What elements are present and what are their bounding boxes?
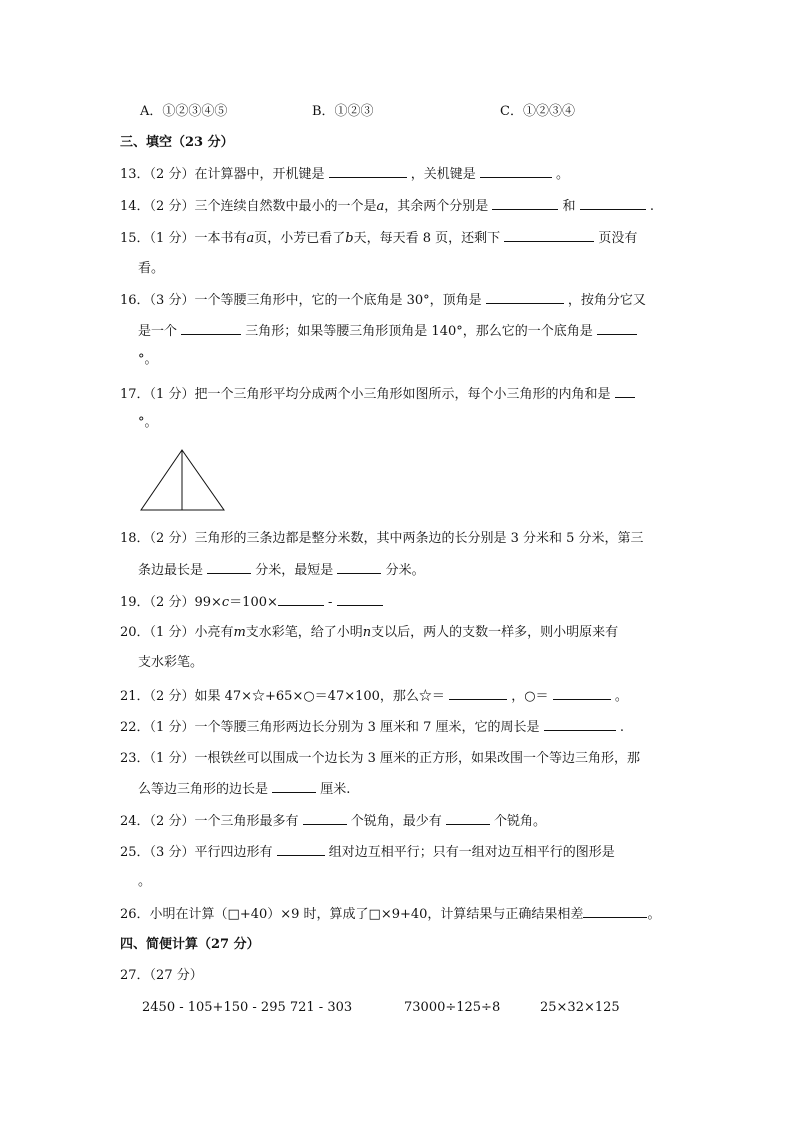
option-a: A．①②③④⑤ [140,104,228,119]
question-22: 22．（1 分）一个等腰三角形两边长分别为 3 厘米和 7 厘米，它的周长是 . [120,720,624,735]
question-16-end: °。 [138,352,158,367]
question-23-cont: 么等边三角形的边长是 厘米. [138,782,351,797]
question-17-end: °。 [138,415,158,430]
section-3-heading: 三、填空（23 分） [120,135,234,150]
question-26: 26．小明在计算（□+40）×9 时，算成了□×9+40，计算结果与正确结果相差 。 [120,907,661,922]
option-b: B．①②③ [312,104,374,119]
question-25-end: 。 [138,874,152,889]
section-4-heading: 四、简便计算（27 分） [120,937,260,952]
calc-expression-3: 25×32×125 [540,1000,620,1015]
question-18: 18．（2 分）三角形的三条边都是整分米数，其中两条边的长分别是 3 分米和 5 分米，第三 [120,531,644,546]
question-21: 21．（2 分）如果 47×☆+65×○＝47×100，那么☆＝ ，○＝ 。 [120,689,628,704]
calc-expression-1: 2450 - 105+150 - 295 721 - 303 [142,1000,353,1015]
question-17: 17．（1 分）把一个三角形平均分成两个小三角形如图所示，每个小三角形的内角和是 [120,385,635,404]
question-15: 15．（1 分）一本书有a页，小芳已看了b天，每天看 8 页，还剩下 页没有 [120,231,638,246]
question-25: 25．（3 分）平行四边形有 组对边互相平行；只有一组对边互相平行的图形是 [120,845,615,860]
question-13: 13．（2 分）在计算器中，开机键是 ，关机键是 。 [120,167,570,182]
calc-expression-2: 73000÷125÷8 [404,1000,501,1015]
question-16-cont: 是一个 三角形；如果等腰三角形顶角是 140°，那么它的一个底角是 [138,322,637,341]
question-16: 16．（3 分）一个等腰三角形中，它的一个底角是 30°，顶角是 ，按角分它又 [120,293,646,308]
question-23: 23．（1 分）一根铁丝可以围成一个边长为 3 厘米的正方形，如果改围一个等边三角形，那 [120,751,640,766]
option-c: C．①②③④ [500,104,575,119]
question-14: 14．（2 分）三个连续自然数中最小的一个是a，其余两个分别是 和 . [120,199,654,214]
question-27: 27．（27 分） [120,968,203,983]
question-18-cont: 条边最长是 分米，最短是 分米。 [138,563,425,578]
question-20: 20．（1 分）小亮有m支水彩笔，给了小明n支以后，两人的支数一样多，则小明原来有 [120,625,619,640]
question-24: 24．（2 分）一个三角形最多有 个锐角，最少有 个锐角。 [120,814,547,829]
question-19: 19．（2 分）99×c＝100× - [120,593,383,612]
triangle-figure [140,448,226,512]
question-15-cont: 看。 [138,261,165,276]
question-20-cont: 支水彩笔。 [138,655,204,670]
